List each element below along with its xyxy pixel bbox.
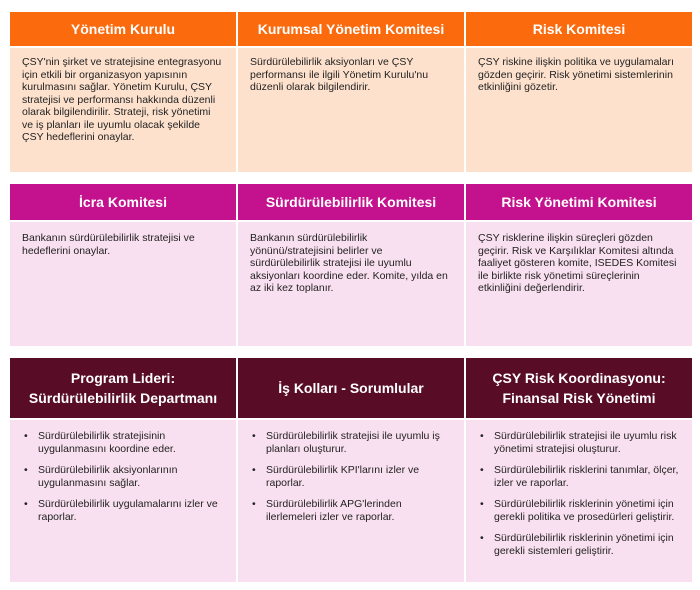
box-description (10, 222, 236, 346)
bullet-item: • Sürdürülebilirlik stratejisinin uygulanmasını koordine eder. (24, 430, 224, 455)
box-description (466, 48, 692, 172)
bullet-item: • Sürdürülebilirlik APG'lerinden ilerlemeleri izler ve raporlar. (252, 498, 452, 523)
bullet-item: • Sürdürülebilirlik uygulamalarını izler ve raporlar. (24, 498, 224, 523)
box-title: Sürdürülebilirlik Komitesi (238, 184, 464, 220)
box-text: Bankanın sürdürülebilirlik yönünü/stratejisini belirler ve sürdürülebilirlik stratejisi ile uyumlu aksiyonları koordine eder. Komite, yılda en az iki kez toplanır. (250, 232, 448, 294)
bullet-item: • Sürdürülebilirlik aksiyonlarının uygulanmasını sağlar. (24, 464, 224, 489)
bullet-list (480, 430, 680, 557)
box-text: ÇSY risklerine ilişkin süreçleri gözden geçirir. Risk ve Karşılıklar Komitesi altında faaliyet gösteren komite, ISEDES Komitesi ile birlikte risk yönetimi süreçlerinin etkinliğini değerlendirir. (478, 232, 677, 294)
box-title: Risk Komitesi (466, 12, 692, 46)
box-description (238, 48, 464, 172)
bullet-item: • Sürdürülebilirlik stratejisi ile uyumlu iş planları oluşturur. (252, 430, 452, 455)
box-description (466, 420, 692, 582)
bullet-list (24, 430, 224, 523)
box-description (238, 420, 464, 582)
box-title-line1: Program Lideri: (70, 370, 176, 386)
box-text: Bankanın sürdürülebilirlik stratejisi ve hedeflerini onaylar. (22, 232, 195, 257)
bullet-item: • Sürdürülebilirlik risklerinin yönetimi için gerekli sistemleri geliştirir. (480, 532, 680, 557)
box-description (10, 420, 236, 582)
box-description (466, 222, 692, 346)
bullet-item: • Sürdürülebilirlik risklerinin yönetimi için gerekli politika ve prosedürleri geliştirir. (480, 498, 680, 523)
box-title-line1: İş Kolları - Sorumlular (278, 380, 424, 396)
box-description (10, 48, 236, 172)
box-title (466, 358, 692, 418)
box-title: Yönetim Kurulu (10, 12, 236, 46)
bullet-item: • Sürdürülebilirlik stratejisi ile uyumlu risk yönetimi stratejisi oluşturur. (480, 430, 680, 455)
box-title-line1: ÇSY Risk Koordinasyonu: (492, 370, 666, 386)
box-title: Risk Yönetimi Komitesi (466, 184, 692, 220)
box-text: ÇSY riskine ilişkin politika ve uygulamaları gözden geçirir. Risk yönetimi sistemlerinin etkinliğini gözetir. (478, 56, 674, 93)
box-title (238, 358, 464, 418)
box-text: Sürdürülebilirlik aksiyonları ve ÇSY performansı ile ilgili Yönetim Kurulu'nu düzenli olarak bilgilendirir. (250, 56, 429, 93)
box-description (238, 222, 464, 346)
bullet-item: • Sürdürülebilirlik risklerini tanımlar, ölçer, izler ve raporlar. (480, 464, 680, 489)
box-title: Kurumsal Yönetim Komitesi (238, 12, 464, 46)
bullet-list (252, 430, 452, 523)
box-title-line2: Finansal Risk Yönetimi (502, 390, 656, 406)
box-title (10, 358, 236, 418)
box-title: İcra Komitesi (10, 184, 236, 220)
box-title-line2: Sürdürülebilirlik Departmanı (28, 390, 218, 406)
bullet-item: • Sürdürülebilirlik KPI'larını izler ve raporlar. (252, 464, 452, 489)
box-text: ÇSY'nin şirket ve stratejisine entegrasyonu için etkili bir organizasyon yapısının kurulmasını sağlar. Yönetim Kurulu, ÇSY stratejisi ve performansı hakkında düzenli olarak bilgilendirilir. Strateji, risk yönetimi ve iş planları ile uyumlu olacak şekilde ÇSY hedeflerini onaylar. (22, 56, 222, 143)
